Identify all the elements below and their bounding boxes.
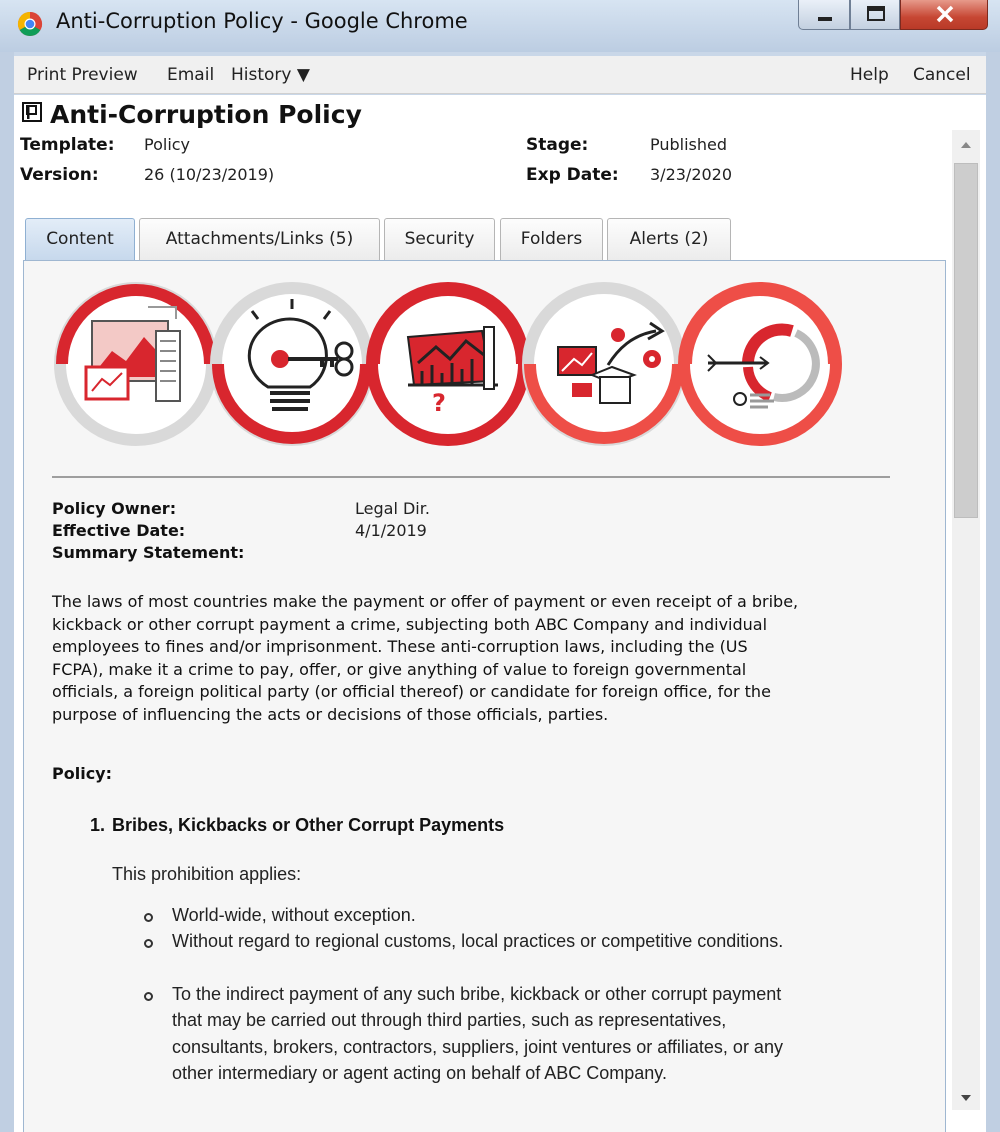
tab-attachments-links[interactable]: Attachments/Links (5) bbox=[139, 218, 380, 260]
policy-label: Policy: bbox=[52, 764, 112, 783]
email-menu[interactable]: Email bbox=[167, 65, 215, 85]
template-value: Policy bbox=[144, 135, 191, 154]
prohibition-applies-text: This prohibition applies: bbox=[112, 864, 302, 884]
summary-statement-label: Summary Statement: bbox=[52, 543, 245, 562]
maximize-icon bbox=[851, 0, 901, 30]
document-title: Anti-Corruption Policy bbox=[50, 100, 362, 129]
content-divider bbox=[52, 476, 890, 478]
analytics-report-icon bbox=[60, 288, 212, 440]
tab-content[interactable]: Content bbox=[25, 218, 135, 261]
help-menu[interactable]: Help bbox=[850, 65, 889, 85]
maximize-button[interactable] bbox=[850, 0, 900, 30]
section-title: Bribes, Kickbacks or Other Corrupt Payments bbox=[112, 815, 505, 835]
summary-statement-text: The laws of most countries make the payment or offer of payment or even receipt of a bribe, kickback or other corrupt payment a crime, subjecting both ABC Company and individual employees to fines and/or imprisonment. These anti-corruption laws, including the (US FCPA), make it a crime to pay, offer, or give anything of value to foreign governmental officials, a foreign political party (or official thereof) or candidate for foreign office, for the purpose of influencing the acts or decisions of those officials, parties. bbox=[52, 592, 799, 724]
cancel-menu[interactable]: Cancel bbox=[913, 65, 971, 85]
key-lightbulb-icon bbox=[216, 288, 368, 440]
chart-blueprint-icon bbox=[372, 288, 524, 440]
window-titlebar bbox=[0, 0, 1000, 52]
scroll-thumb[interactable] bbox=[954, 163, 978, 518]
tab-security[interactable]: Security bbox=[384, 218, 495, 260]
bullet-item: To the indirect payment of any such bribe, kickback or other corrupt payment that may be carried out through third parties, such as representatives, consultants, brokers, contractors, suppliers, joint ventures or affiliates, or any other intermediary or agent acting on behalf of ABC Company. bbox=[172, 984, 783, 1084]
print-preview-menu[interactable]: Print Preview bbox=[27, 65, 138, 85]
bullet-item: Without regard to regional customs, local practices or competitive conditions. bbox=[172, 931, 784, 951]
version-label: Version: bbox=[20, 165, 99, 185]
stage-value: Published bbox=[650, 135, 728, 154]
bullet-marker bbox=[144, 939, 153, 948]
exp-date-label: Exp Date: bbox=[526, 165, 619, 185]
history-menu[interactable]: History ▼ bbox=[231, 65, 310, 85]
stage-label: Stage: bbox=[526, 135, 589, 155]
exp-date-value: 3/23/2020 bbox=[650, 165, 733, 184]
policy-document-icon bbox=[22, 102, 42, 122]
document-page bbox=[14, 95, 986, 1132]
chrome-logo-icon bbox=[17, 11, 43, 37]
bullet-item: World-wide, without exception. bbox=[172, 905, 416, 925]
bullet-marker bbox=[144, 913, 153, 922]
template-label: Template: bbox=[20, 135, 115, 155]
version-value: 26 (10/23/2019) bbox=[144, 165, 275, 184]
policy-owner-label: Policy Owner: bbox=[52, 499, 177, 518]
section-number: 1. bbox=[90, 815, 106, 835]
policy-banner-graphic bbox=[52, 279, 852, 449]
vertical-scrollbar[interactable] bbox=[952, 130, 980, 1110]
ideas-box-icon bbox=[528, 288, 680, 440]
bullet-marker bbox=[144, 992, 153, 1001]
tab-folders[interactable]: Folders bbox=[500, 218, 603, 260]
menu-bar bbox=[14, 56, 986, 94]
target-donut-icon bbox=[684, 288, 836, 440]
minimize-button[interactable] bbox=[798, 0, 850, 30]
content-panel bbox=[23, 260, 946, 1132]
close-icon bbox=[901, 0, 989, 30]
window-frame-left bbox=[0, 52, 14, 1132]
scroll-down-icon[interactable] bbox=[952, 1085, 980, 1111]
minimize-icon bbox=[799, 0, 851, 30]
svg-text:?: ? bbox=[432, 389, 446, 417]
effective-date-value: 4/1/2019 bbox=[355, 521, 427, 540]
scroll-up-icon[interactable] bbox=[952, 132, 980, 158]
effective-date-label: Effective Date: bbox=[52, 521, 186, 540]
window-title: Anti-Corruption Policy - Google Chrome bbox=[56, 9, 468, 33]
policy-owner-value: Legal Dir. bbox=[355, 499, 430, 518]
tab-alerts[interactable]: Alerts (2) bbox=[607, 218, 731, 260]
window-frame-right bbox=[986, 52, 1000, 1132]
close-button[interactable] bbox=[900, 0, 988, 30]
